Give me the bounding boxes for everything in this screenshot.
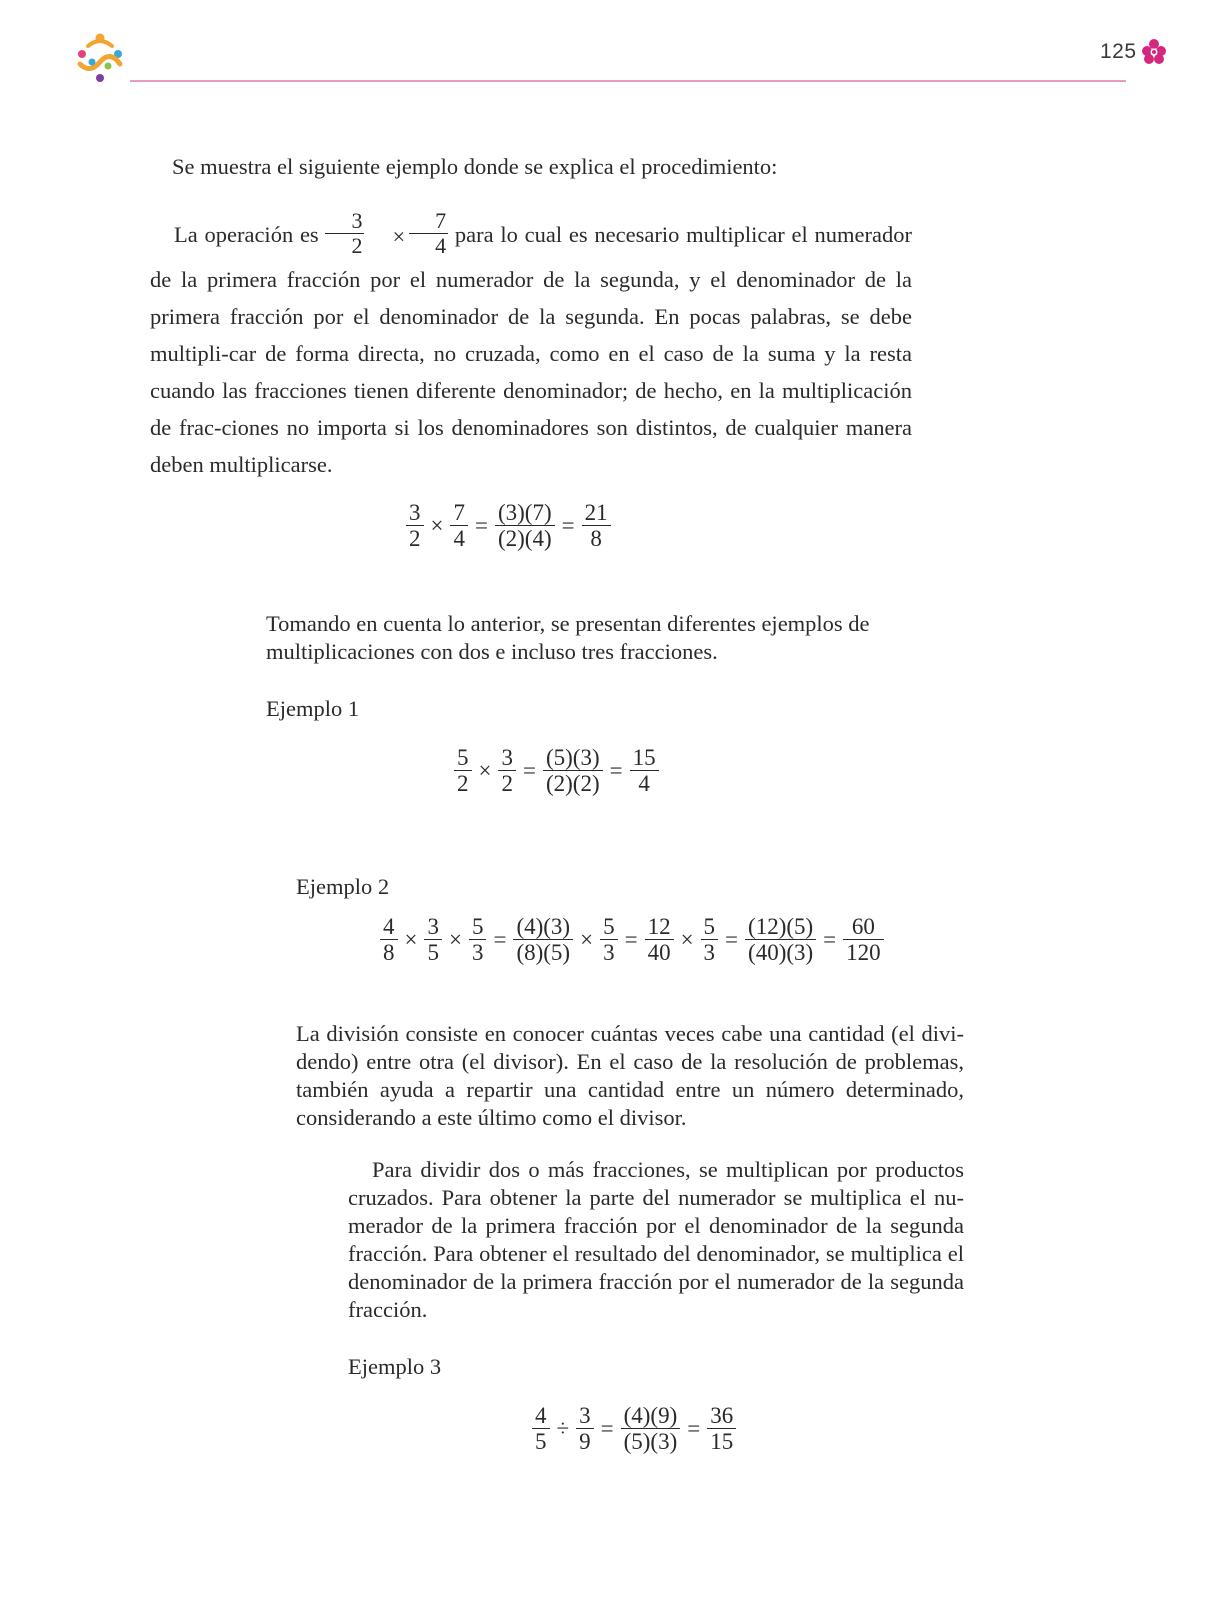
example-1-title: Ejemplo 1 — [266, 696, 360, 721]
fraction: $\frac{(4)(3)}{(8)(5)}$ — [513, 914, 573, 966]
fraction: $\frac{4}{5}$ — [532, 1403, 550, 1455]
inline-fraction-a: $\frac{3}{2}$ — [325, 209, 364, 258]
paragraph-operation — [150, 208, 913, 483]
equals-sign: = — [725, 926, 739, 952]
inline-times-sign: × — [392, 224, 406, 250]
fraction: $\frac{5}{2}$ — [454, 745, 472, 797]
times-sign: × — [680, 926, 694, 952]
fraction: $\frac{5}{3}$ — [600, 914, 618, 966]
paragraph-examples-intro: Tomando en cuenta lo anterior, se presentan diferentes ejemplos de multiplicaciones con dos e incluso tres fracciones. — [266, 611, 870, 664]
fraction: $\frac{3}{9}$ — [576, 1403, 594, 1455]
fraction: $\frac{21}{8}$ — [582, 500, 611, 552]
fraction: $\frac{36}{15}$ — [707, 1403, 736, 1455]
fraction: $\frac{3}{2}$ — [406, 500, 424, 552]
logo-icon — [70, 30, 130, 86]
equals-sign: = — [823, 926, 837, 952]
times-sign: × — [430, 512, 444, 538]
paragraph-body: para lo cual es necesario multiplicar el numerador de la primera fracción por el numerador de la segunda, y el denominador de la primera fracción por el denominador de la segunda. En pocas palabras, se debe multipli-car de forma directa, no cruzada, como en el caso de la suma y la resta cuando las fracciones tienen diferente denominador; de hecho, en la multiplicación de frac-ciones no importa si los denominadores son distintos, de cualquier manera deben multiplicarse. — [150, 221, 913, 478]
fraction: $\frac{7}{4}$ — [450, 500, 468, 552]
fraction: $\frac{(4)(9)}{(5)(3)}$ — [621, 1403, 681, 1455]
fraction: $\frac{4}{8}$ — [380, 914, 398, 966]
times-sign: × — [404, 926, 418, 952]
paragraph-lead: La operación es — [174, 221, 319, 247]
fraction: $\frac{12}{40}$ — [645, 914, 674, 966]
fraction: $\frac{3}{2}$ — [498, 745, 516, 797]
equation-example-3 — [530, 1403, 738, 1455]
equals-sign: = — [624, 926, 638, 952]
fraction: $\frac{(3)(7)}{(2)(4)}$ — [495, 500, 555, 552]
equation-example-2 — [378, 914, 886, 966]
times-sign: × — [478, 757, 492, 783]
fraction: $\frac{60}{120}$ — [843, 914, 884, 966]
flower-icon — [1140, 38, 1168, 66]
equation-main — [404, 500, 613, 552]
fraction: $\frac{15}{4}$ — [630, 745, 659, 797]
fraction: $\frac{5}{3}$ — [701, 914, 719, 966]
fraction: $\frac{(12)(5)}{(40)(3)}$ — [745, 914, 816, 966]
equals-sign: = — [474, 512, 488, 538]
paragraph-cross-products: Para dividir dos o más fracciones, se multiplican por productos cruzados. Para obtener la parte del numerador se multiplica el nu-merador de la primera fracción por el denominador de la segunda fracción. Para obtener el resultado del denominador, se multiplica el denominador de la primera fracción por el numerador de la segunda fracción. — [348, 1157, 964, 1322]
fraction: $\frac{(5)(3)}{(2)(2)}$ — [543, 745, 603, 797]
division-sign: ÷ — [556, 1415, 570, 1441]
equals-sign: = — [609, 757, 623, 783]
page-number: 125 — [1100, 40, 1137, 63]
equals-sign: = — [687, 1415, 701, 1441]
example-2-title: Ejemplo 2 — [296, 874, 390, 899]
equals-sign: = — [600, 1415, 614, 1441]
fraction: $\frac{5}{3}$ — [469, 914, 487, 966]
fraction: $\frac{3}{5}$ — [424, 914, 442, 966]
paragraph-division: La división consiste en conocer cuántas veces cabe una cantidad (el divi-dendo) entre otra (el divisor). En el caso de la resolución de problemas, también ayuda a repartir una cantidad entre un número determinado, considerando a este último como el divisor. — [296, 1021, 964, 1130]
equals-sign: = — [522, 757, 536, 783]
times-sign: × — [448, 926, 462, 952]
intro-line: Se muestra el siguiente ejemplo donde se explica el procedimiento: — [172, 154, 778, 179]
equals-sign: = — [561, 512, 575, 538]
times-sign: × — [580, 926, 594, 952]
example-3-title: Ejemplo 3 — [348, 1354, 442, 1379]
inline-fraction-b: $\frac{7}{4}$ — [409, 209, 448, 258]
equation-example-1 — [452, 745, 661, 797]
header-rule — [130, 80, 1126, 82]
equals-sign: = — [493, 926, 507, 952]
